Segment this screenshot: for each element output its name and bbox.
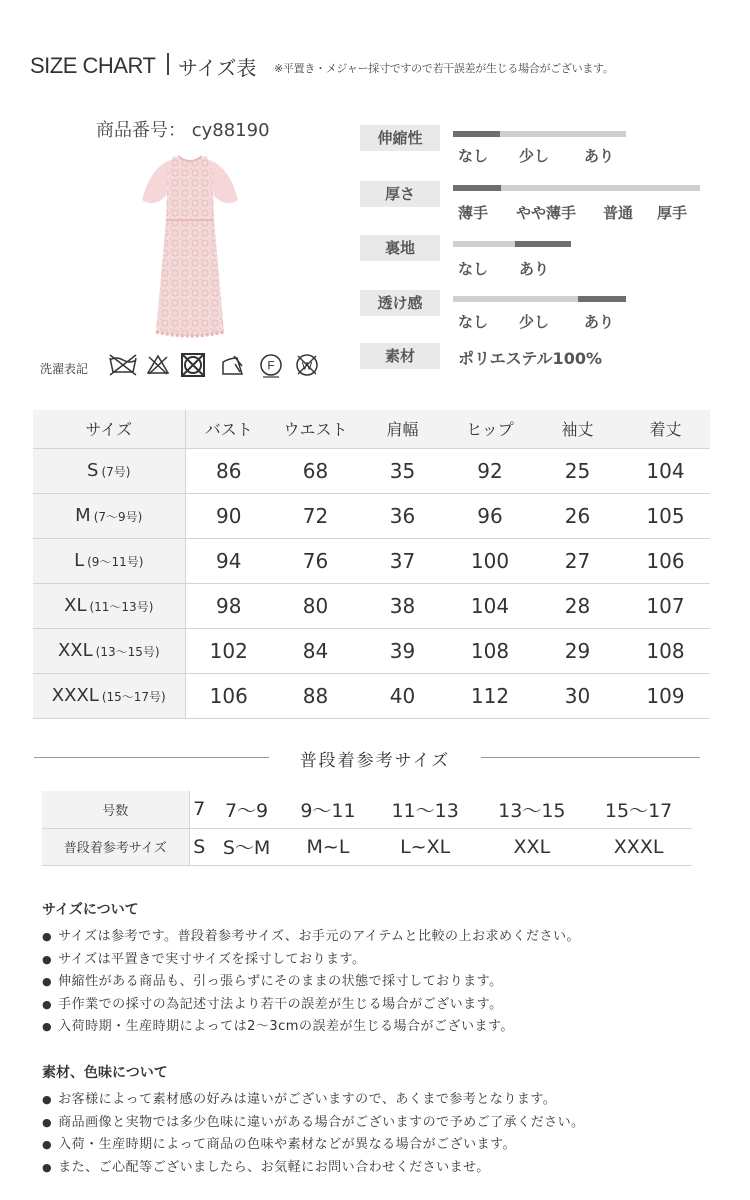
measurement-note: ※平置き・メジャー採寸ですので若干誤差が生じる場合がございます。 <box>274 62 614 75</box>
wash-icons <box>108 352 323 378</box>
thickness-option: 厚手 <box>657 204 688 222</box>
table-cell: 92 <box>446 448 534 493</box>
header-length: 着丈 <box>621 410 710 448</box>
table-row <box>33 628 710 673</box>
table-cell: XXXL <box>585 828 692 865</box>
table-cell: 40 <box>359 673 446 718</box>
table-cell: 7 <box>189 791 209 828</box>
table-cell: 104 <box>621 448 710 493</box>
table-cell: L~XL <box>372 828 479 865</box>
line-dry-shade-icon <box>223 356 242 374</box>
product-code: 商品番号： cy88190 <box>96 120 270 141</box>
table-cell: 102 <box>185 628 272 673</box>
reference-title: 普段着参考サイズ <box>299 751 451 771</box>
header-sleeve: 袖丈 <box>534 410 621 448</box>
header-shoulder: 肩幅 <box>359 410 446 448</box>
stretch-gauge <box>453 131 626 137</box>
table-cell: 96 <box>446 493 534 538</box>
table-cell: 107 <box>621 583 710 628</box>
size-cell: XXL (13〜15号) <box>33 628 185 673</box>
table-cell: 37 <box>359 538 446 583</box>
dry-clean-f-icon <box>261 355 281 377</box>
material-notes-list <box>42 1088 585 1178</box>
table-row <box>42 828 692 865</box>
thickness-option: 薄手 <box>458 204 489 222</box>
size-cell: M (7〜9号) <box>33 493 185 538</box>
table-cell: 108 <box>446 628 534 673</box>
size-table <box>33 410 710 719</box>
header-size: サイズ <box>33 410 185 448</box>
list-item: ● サイズは平置きで実寸サイズを採寸しております。 <box>42 948 580 971</box>
no-tumble-dry-icon <box>182 354 204 376</box>
prop-label-thickness: 厚さ <box>360 181 440 207</box>
table-cell: 108 <box>621 628 710 673</box>
table-cell: 98 <box>185 583 272 628</box>
list-item: ● 手作業での採寸の為記述寸法より若干の誤差が生じる場合がございます。 <box>42 993 580 1016</box>
size-notes-list <box>42 925 580 1038</box>
table-cell: 68 <box>272 448 359 493</box>
table-cell: 9〜11 <box>284 791 372 828</box>
table-row <box>33 583 710 628</box>
table-cell: 35 <box>359 448 446 493</box>
sheerness-option: なし <box>458 313 489 331</box>
lining-gauge-fill <box>515 241 571 247</box>
table-cell: XXL <box>478 828 585 865</box>
stretch-option: なし <box>458 147 489 165</box>
table-cell: 26 <box>534 493 621 538</box>
lining-gauge <box>453 241 571 247</box>
table-cell: 28 <box>534 583 621 628</box>
table-cell: 30 <box>534 673 621 718</box>
table-cell: 27 <box>534 538 621 583</box>
list-item: ● 入荷時期・生産時期によっては2〜3cmの誤差が生じる場合がございます。 <box>42 1015 580 1038</box>
row-header-reference: 普段着参考サイズ <box>42 828 189 865</box>
table-cell: M~L <box>284 828 372 865</box>
sheerness-gauge-fill <box>578 296 626 302</box>
sheerness-gauge <box>453 296 626 302</box>
stretch-gauge-fill <box>453 131 500 137</box>
table-cell: S <box>189 828 209 865</box>
table-cell: 100 <box>446 538 534 583</box>
list-item: ● また、ご心配等ございましたら、お気軽にお問い合わせくださいませ。 <box>42 1156 585 1179</box>
list-item: ● 伸縮性がある商品も、引っ張らずにそのままの状態で採寸しております。 <box>42 970 580 993</box>
list-item: ● お客様によって素材感の好みは違いがございますので、あくまで参考となります。 <box>42 1088 585 1111</box>
table-cell: 84 <box>272 628 359 673</box>
header-waist: ウエスト <box>272 410 359 448</box>
table-cell: 106 <box>621 538 710 583</box>
table-cell: 76 <box>272 538 359 583</box>
dress-image <box>130 148 250 340</box>
table-row <box>33 493 710 538</box>
no-bleach-icon <box>148 356 168 374</box>
table-cell: 88 <box>272 673 359 718</box>
table-row <box>33 673 710 718</box>
table-cell: S〜M <box>209 828 284 865</box>
size-cell: S (7号) <box>33 448 185 493</box>
size-table-header <box>33 410 710 448</box>
divider-right <box>481 757 700 758</box>
table-cell: 38 <box>359 583 446 628</box>
table-cell: 36 <box>359 493 446 538</box>
table-cell: 39 <box>359 628 446 673</box>
table-cell: 112 <box>446 673 534 718</box>
stretch-option: 少し <box>519 147 550 165</box>
no-wet-clean-icon <box>297 355 317 375</box>
lining-option: なし <box>458 260 489 278</box>
material-value: ポリエステル100% <box>458 349 602 368</box>
wet-clean-letter: W <box>301 360 313 373</box>
sheerness-option: 少し <box>519 313 550 331</box>
lining-option: あり <box>519 260 550 278</box>
table-cell: 90 <box>185 493 272 538</box>
reference-table <box>42 791 692 866</box>
header-bust: バスト <box>185 410 272 448</box>
size-chart-header <box>30 50 730 80</box>
table-cell: 105 <box>621 493 710 538</box>
list-item: ● 入荷・生産時期によって商品の色味や素材などが異なる場合がございます。 <box>42 1133 585 1156</box>
dry-clean-letter: F <box>267 358 275 373</box>
wash-label: 洗濯表記 <box>40 362 89 376</box>
table-cell: 29 <box>534 628 621 673</box>
row-header-number: 号数 <box>42 791 189 828</box>
prop-label-material: 素材 <box>360 343 440 369</box>
list-item: ● サイズは参考です。普段着参考サイズ、お手元のアイテムと比較の上お求めください。 <box>42 925 580 948</box>
thickness-option: やや薄手 <box>516 204 577 222</box>
chart-subtitle: サイズ表 <box>178 56 257 80</box>
table-cell: 106 <box>185 673 272 718</box>
table-cell: 86 <box>185 448 272 493</box>
table-cell: 13〜15 <box>478 791 585 828</box>
table-cell: 11〜13 <box>372 791 479 828</box>
material-notes-heading: 素材、色味について <box>42 1065 168 1081</box>
size-cell: XXXL (15〜17号) <box>33 673 185 718</box>
size-cell: L (9〜11号) <box>33 538 185 583</box>
table-cell: 109 <box>621 673 710 718</box>
thickness-gauge <box>453 185 700 191</box>
title-divider <box>167 53 169 75</box>
stretch-option: あり <box>584 147 615 165</box>
divider-left <box>34 757 269 758</box>
thickness-gauge-fill <box>453 185 501 191</box>
table-cell: 15〜17 <box>585 791 692 828</box>
table-cell: 104 <box>446 583 534 628</box>
table-row <box>33 448 710 493</box>
table-cell: 94 <box>185 538 272 583</box>
table-cell: 80 <box>272 583 359 628</box>
table-row <box>33 538 710 583</box>
size-cell: XL (11〜13号) <box>33 583 185 628</box>
thickness-option: 普通 <box>603 204 634 222</box>
prop-label-stretch: 伸縮性 <box>360 125 440 151</box>
prop-label-sheerness: 透け感 <box>360 290 440 316</box>
header-hip: ヒップ <box>446 410 534 448</box>
sheerness-option: あり <box>584 313 615 331</box>
list-item: ● 商品画像と実物では多少色味に違いがある場合がございますので予めご了承ください。 <box>42 1111 585 1134</box>
no-wash-icon <box>110 355 136 375</box>
size-notes-heading: サイズについて <box>42 902 139 918</box>
chart-title: SIZE CHART <box>30 53 156 78</box>
table-cell: 72 <box>272 493 359 538</box>
prop-label-lining: 裏地 <box>360 235 440 261</box>
table-cell: 7〜9 <box>209 791 284 828</box>
table-row <box>42 791 692 828</box>
table-cell: 25 <box>534 448 621 493</box>
